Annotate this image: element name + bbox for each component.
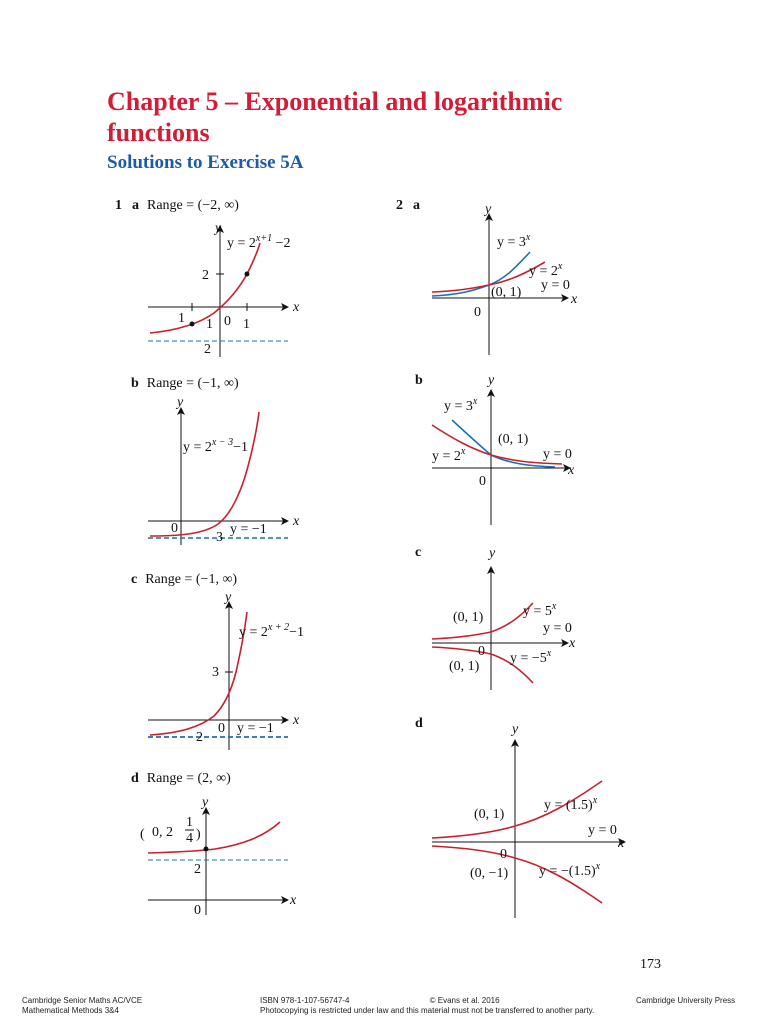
q2c-y-label: y (489, 546, 496, 561)
q2a-y-label: y (485, 202, 492, 217)
q2d-y-label: y (512, 722, 519, 737)
footer-series: Cambridge Senior Maths AC/VCE (22, 996, 143, 1005)
q2a-eq2: $y = 2^x$ (529, 261, 563, 279)
q2c-point-upper: (0, 1) (453, 610, 484, 625)
q2a-x-label: x (571, 292, 578, 307)
q2d-origin: 0 (500, 847, 507, 862)
q1a-label-y2: 2 (202, 268, 209, 283)
q2c-asymptote: y = 0 (543, 621, 572, 636)
q1b-x-label: x (293, 514, 300, 529)
q1a-label-xneg: 1 (178, 311, 185, 326)
graph-q1a (148, 221, 300, 357)
q1c-label-origin: 0 (218, 721, 225, 736)
q1d-letter: d (131, 771, 139, 786)
footer-book: Mathematical Methods 3&4 (22, 1006, 119, 1015)
q1b-letter: b (131, 376, 139, 391)
graph-q2c (432, 546, 576, 690)
q2b-origin: 0 (479, 474, 486, 489)
graph-q2b (432, 373, 575, 525)
q2a-point: (0, 1) (491, 285, 522, 300)
q1c-label-xint: 2 (196, 730, 203, 745)
q1c-label-yint: 3 (212, 665, 219, 680)
q2a-letter: a (413, 198, 420, 213)
graph-q2a (432, 202, 578, 355)
q1a-label-xneg2: 1 (206, 317, 213, 332)
graph-q2d (432, 722, 625, 918)
q1a-equation: $y = 2^{x+1} -2$ (227, 233, 291, 251)
q2d-x-label: x (618, 836, 625, 851)
q2d-letter: d (415, 716, 423, 731)
q1a-y-label: y (215, 221, 222, 236)
q1b-y-label: y (177, 395, 184, 410)
footer-isbn: ISBN 978-1-107-56747-4 (260, 996, 350, 1005)
q1b-curve (150, 412, 259, 536)
q1d-point-num: 1 (186, 815, 193, 830)
q2c-letter: c (415, 545, 422, 560)
q2a-origin: 0 (474, 305, 481, 320)
q2c-x-label: x (569, 636, 576, 651)
q1-number: 1 (115, 198, 122, 213)
q1b-label-xint: 3 (216, 530, 223, 545)
q1a-x-label: x (293, 300, 300, 315)
q1d-label-origin: 0 (194, 903, 201, 918)
q1a-letter: a (132, 198, 139, 213)
section-title: Solutions to Exercise 5A (107, 152, 304, 173)
q2c-eq1: $y = 5^x$ (523, 601, 557, 619)
q2b-letter: b (415, 373, 423, 388)
q2b-eq2: $y = 2^x$ (432, 446, 466, 464)
footer-publisher: Cambridge University Press (636, 996, 736, 1005)
q1c-curve (150, 612, 247, 735)
page-number: 173 (640, 957, 661, 972)
graph-q1d (140, 795, 297, 918)
q2d-asymptote: y = 0 (588, 823, 617, 838)
q2b-point: (0, 1) (498, 432, 529, 447)
q1d-point-den: 4 (186, 831, 193, 846)
q2a-asymptote: y = 0 (541, 278, 570, 293)
q1d-y-label: y (202, 795, 209, 810)
q1d-paren-open: ( (140, 827, 145, 842)
footer-center (260, 996, 640, 1016)
q2b-y-label: y (488, 373, 495, 388)
q1b-asymptote-label: y = −1 (230, 522, 267, 537)
q1d-point (204, 847, 209, 852)
q1d-point-prefix: 0, 2 (152, 825, 173, 840)
q2b-eq1: $y = 3^x$ (444, 396, 478, 414)
q1a-label-origin: 0 (224, 314, 231, 329)
footer-isbn-line (260, 996, 640, 1006)
q1d-range: Range = (2, ∞) (146, 771, 231, 786)
q1d-paren-close: ) (196, 827, 201, 842)
q1b-label-origin: 0 (171, 521, 178, 536)
q1c-y-label: y (225, 590, 232, 605)
q2b-x-label: x (568, 463, 575, 478)
q2d-point-upper: (0, 1) (474, 807, 505, 822)
q1a-range: Range = (−2, ∞) (147, 198, 239, 213)
q1c-asymptote-label: y = −1 (237, 721, 274, 736)
q1d-label-asym: 2 (194, 862, 201, 877)
q1c-x-label: x (293, 713, 300, 728)
q2-number: 2 (396, 198, 403, 213)
q2c-point-lower: (0, 1) (449, 659, 480, 674)
q1a-label-xpos: 1 (243, 317, 250, 332)
q2d-point-lower: (0, −1) (470, 866, 509, 881)
graph-q1b (148, 395, 300, 545)
footer-notice: Photocopying is restricted under law and this material must not be transferred to another party. (260, 1006, 595, 1015)
q1b-range: Range = (−1, ∞) (146, 376, 239, 391)
q1a-point-pos (245, 272, 250, 277)
footer-left (22, 996, 142, 1016)
q2d-eq1: $y = (1.5)^x$ (544, 795, 598, 813)
graph-q1c (148, 590, 304, 750)
chapter-title: Chapter 5 – Exponential and logarithmic functions (107, 87, 563, 147)
q1d-x-label: x (290, 893, 297, 908)
q1a-point-neg (190, 322, 195, 327)
q2a-eq1: $y = 3^x$ (497, 232, 531, 250)
q1c-equation: $y = 2^{x + 2}-1$ (239, 622, 304, 640)
footer-copyright: © Evans et al. 2016 (429, 996, 500, 1005)
q1a-label-asym: 2 (204, 342, 211, 357)
q2c-origin: 0 (478, 644, 485, 659)
q1c-range: Range = (−1, ∞) (145, 572, 238, 587)
q2d-eq2: $y = -(1.5)^x$ (539, 861, 601, 879)
q1b-equation: $y = 2^{x - 3}-1$ (183, 437, 248, 455)
q1c-letter: c (131, 572, 138, 587)
q2c-eq2: $y = -5^x$ (510, 648, 552, 666)
q2b-asymptote: y = 0 (543, 447, 572, 462)
